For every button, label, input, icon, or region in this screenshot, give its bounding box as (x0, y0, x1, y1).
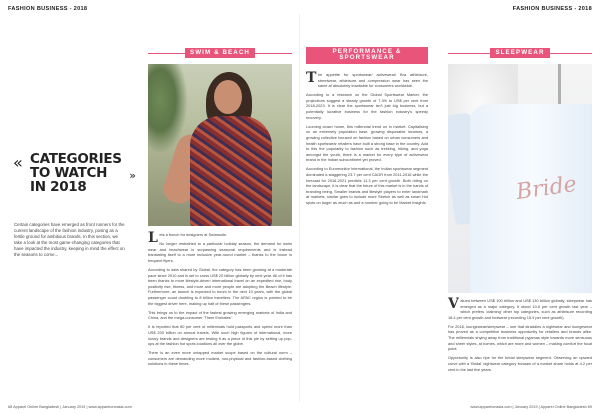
article-paragraph: No longer restrained to a particular holiday season, the demand for swim wear and beachwear is surpassing seasonal requirements and is instead translating itself to a more inclusive year-round market – thanks to the boom in frequent flyers. (148, 241, 292, 263)
article-paragraph (148, 230, 292, 246)
banner-title: SWIM & BEACH (185, 48, 255, 59)
categories-heading-block (14, 152, 134, 194)
article-paragraph: There is an even more untapped market scope based on the cultural norm – consumers are demanding more modest, non-physical and fashion-based clothing solutions in these times. (148, 350, 292, 367)
swim-beach-article (148, 232, 292, 370)
article-paragraph (448, 298, 592, 320)
sleepwear-article (448, 298, 592, 376)
running-header-right: FASHION BUSINESS - 2018 (512, 6, 592, 12)
sleepwear-banner (448, 45, 592, 61)
robe-script-lettering: Bride (514, 171, 579, 206)
paragraph-text: ets a bunch for designers at Swimsuits. (159, 232, 228, 237)
model-printed-dress (190, 116, 272, 226)
banner-title: PERFORMANCE & SPORTSWEAR (306, 47, 428, 64)
article-paragraph: Opportunity is also ripe for the bridal sleepwear segment. Observing an upward curve with a 'Bridal' nightwear category focuses of a market share holds at 4.2 per cent in the last five years. (448, 355, 592, 372)
article-paragraph: According to data shared by Global, the category has been growing at a moderate pace since 2010 and is set to cross US$ 20 billion globally by next year. All of it has been thanks to more lifestyle-driven international travel on an expedited rise, body positivity rise, fitness, and more and more people are adopting the Beach lifestyle. Furthermore, an launch is expected to boom in the next 10 years, with the global passenger count doubling to 8 billion travellers. The APAC region is pointed to be the biggest driver here, making up half of these passengers. (148, 266, 292, 306)
page-gutter (299, 14, 300, 402)
banner-title: SLEEPWEAR (490, 48, 549, 59)
chevron-right-icon: » (129, 169, 136, 182)
model-face (214, 80, 242, 114)
performance-sportswear-banner (306, 45, 428, 65)
drop-cap: L (148, 230, 158, 246)
drop-cap: V (448, 296, 459, 312)
title-line: TO WATCH (30, 165, 108, 181)
title-line: IN 2018 (30, 179, 87, 195)
footer-right: www.apparelonasia.com | January 2019 | Apparel Online Bangladesh 69 (470, 405, 592, 409)
performance-article (306, 72, 428, 209)
article-paragraph: For 2018, loungewear/sleepwear – one that straddles a nightwear and loungewear has proved as a competitive business opportunity for retailers and brands alike. The millennials shying away from traditional pyjamas style towards more sensuous and sheer styles, at homes, which are more and women – making comfort the focal point. (448, 323, 592, 352)
title-line: CATEGORIES (30, 151, 122, 167)
drop-cap: T (306, 70, 317, 86)
article-paragraph: This brings us to the impact of the fastest growing emerging markets of India and China, and the mega-consumer 'Them Emirates'. (148, 309, 292, 321)
paragraph-text: he appetite for sportswear/ activewear/ Bra athleisure, streetwear, athleisure and compression wear has seen the same at absolutely insatiable for consumers worldwide. (317, 72, 428, 89)
chevron-left-icon: « (13, 153, 23, 172)
paragraph-text: alued between US$ 100 billion and US$ 130 billion globally, sleepwear has emerged as a major category. It stood 10.6 per cent growth last year – which prefers 'claiming' other top categories, such as athleisure recording 18.4 per cent growth and footwear (recording 15.9 per cent growth). (448, 298, 592, 320)
swim-beach-banner (148, 45, 292, 61)
categories-title (30, 152, 134, 194)
running-header-left: FASHION BUSINESS - 2018 (8, 6, 88, 12)
article-paragraph: According to a research on the Global Sportswear Market, the projections suggest a steady growth of 7.3% to US$ per cent from 2018-2023. It is clear the sportswear isn't just big business, but a potentially lucrative business for the fashion industry's speedy recovery. (306, 92, 428, 120)
sleepwear-photo (448, 64, 592, 293)
article-paragraph: Looming closer home, this millennial trend on in market. Capitalising on an extremely population base, growing disposable incomes, a growing collective focused on fashion based on urban consumers and health sportswear retailers have built a strong base in the country. Add to this the popularity to fashion such as trekking, hiking, and yoga amongst the youth, there is a market for every type of activewear brand in the Indian subcontinent yet proved. (306, 123, 428, 163)
intro-paragraph: Certain categories have emerged as front runners for the current landscape of the fashion industry, posing as a fertile ground for ambitious brands. In this section, we take a look at the most game-changing categories that have impacted the industry, keeping in mind the effect on the seasons to come... (14, 222, 125, 257)
article-paragraph: According to Euromonitor International, the Indian sportswear segment dominated a staggering 23.7 per cent CAGR from 2011-2016 while the forecast for 2016-2021 predicts 11.3 per cent growth. Both riding on the landscape, it is clear that the future of this market is in the hands of branding being. Smaller brands and lifestyle players to enter landmark at markets, similar goes to include more Stretch as well as smart Hot spots on larger as much as and a number going to be Market Insights. (306, 166, 428, 205)
footer-left: 68 Apparel Online Bangladesh | January 2019 | www.appareloneasia.com (8, 405, 132, 409)
swim-beach-photo (148, 64, 292, 226)
article-paragraph: It is reported that 80 per cent of millennials hold passports and spend more than US$ 200 billion on annual travels. With such high figures of international, more luxury brands and designers are testing it as a piece of this pie by setting up pop-ups at the fashion hot spots locations all over the globe. (148, 324, 292, 347)
article-paragraph (306, 72, 428, 89)
